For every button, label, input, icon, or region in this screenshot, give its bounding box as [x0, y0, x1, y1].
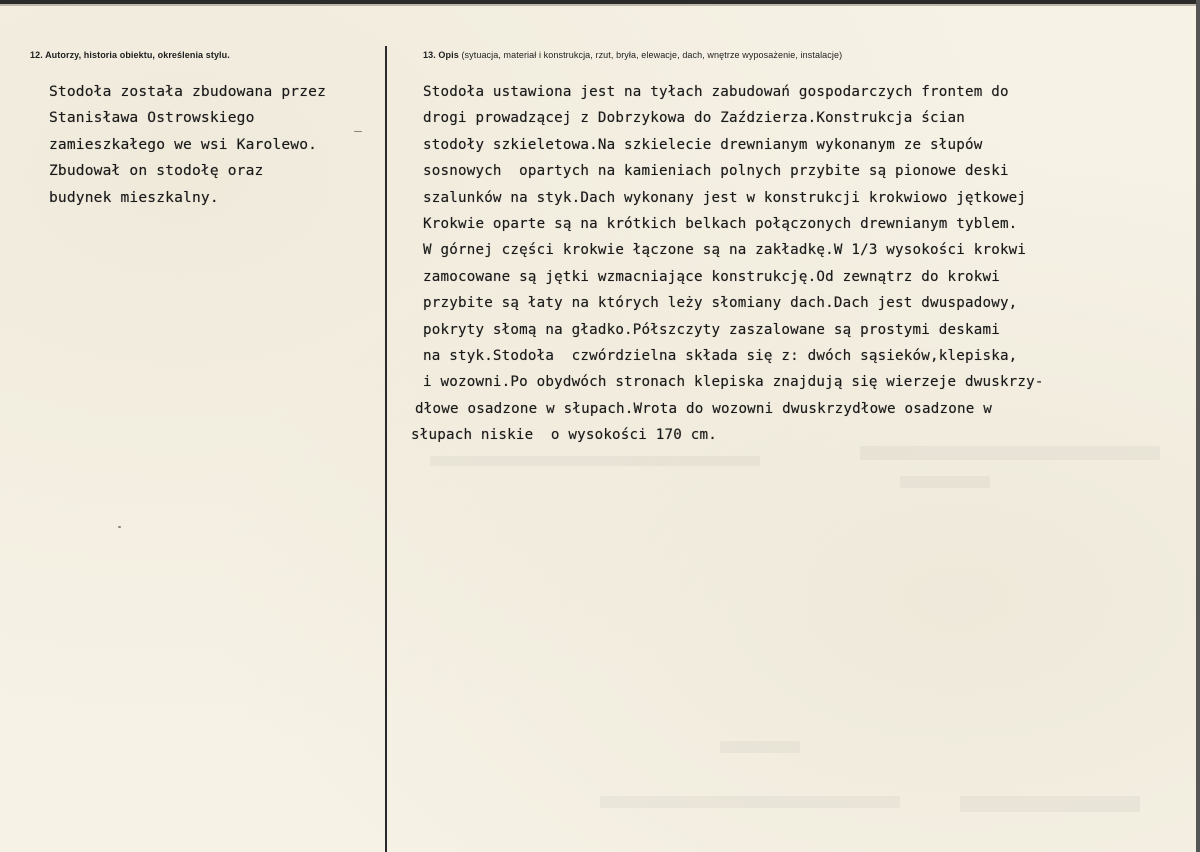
- text-line: drogi prowadzącej z Dobrzykowa do Zaździerza.Konstrukcja ścian: [423, 110, 965, 127]
- section-13-heading: [423, 50, 842, 60]
- text-line: Stanisława Ostrowskiego: [49, 109, 255, 127]
- paper-speck: [354, 131, 362, 132]
- text-line: budynek mieszkalny.: [49, 188, 219, 206]
- text-line: stodoły szkieletowa.Na szkielecie drewnianym wykonanym ze słupów: [423, 136, 983, 153]
- text-line: W górnej części krokwie łączone są na zakładkę.W 1/3 wysokości krokwi: [423, 242, 1027, 259]
- bleed-through-mark: [430, 456, 760, 466]
- section-13-number: 13. Opis: [423, 50, 459, 60]
- section-12-heading: 12. Autorzy, historia obiektu, określenia stylu.: [30, 50, 230, 60]
- text-line: Stodoła została zbudowana przez: [49, 83, 327, 100]
- bleed-through-mark: [720, 741, 800, 753]
- section-13-detail: (sytuacja, materiał i konstrukcja, rzut, bryła, elewacje, dach, wnętrze wyposażenie, instalacje): [461, 50, 843, 60]
- text-line: i wozowni.Po obydwóch stronach klepiska znajdują się wierzeje dwuskrzy-: [423, 374, 1044, 391]
- text-line: pokryty słomą na gładko.Półszczyty zaszalowane są prostymi deskami: [423, 321, 1000, 338]
- authors-history-text: [49, 79, 326, 211]
- description-text: [411, 79, 1044, 448]
- bleed-through-mark: [960, 796, 1140, 812]
- paper-speck: [118, 526, 121, 528]
- text-line: na styk.Stodoła czwórdzielna składa się z: dwóch sąsieków,klepiska,: [423, 347, 1018, 364]
- text-line: zamocowane są jętki wzmacniające konstrukcję.Od zewnątrz do krokwi: [423, 268, 1000, 285]
- text-line: szalunków na styk.Dach wykonany jest w konstrukcji krokwiowo jętkowej: [423, 189, 1027, 206]
- text-line: dłowe osadzone w słupach.Wrota do wozowni dwuskrzydłowe osadzone w: [415, 400, 992, 417]
- bleed-through-mark: [900, 476, 990, 488]
- column-divider: [385, 46, 387, 852]
- text-line: Stodoła ustawiona jest na tyłach zabudowań gospodarczych frontem do: [423, 84, 1009, 100]
- text-line: Krokwie oparte są na krótkich belkach połączonych drewnianym tyblem.: [423, 215, 1018, 232]
- text-line: przybite są łaty na których leży słomiany dach.Dach jest dwuspadowy,: [423, 295, 1018, 312]
- text-line: zamieszkałego we wsi Karolewo.: [49, 135, 318, 153]
- scan-border: [1196, 0, 1200, 852]
- text-line: słupach niskie o wysokości 170 cm.: [411, 427, 717, 444]
- document-page: [0, 4, 1196, 852]
- text-line: sosnowych opartych na kamieniach polnych przybite są pionowe deski: [423, 163, 1009, 180]
- bleed-through-mark: [600, 796, 900, 808]
- text-line: Zbudował on stodołę oraz: [49, 162, 264, 180]
